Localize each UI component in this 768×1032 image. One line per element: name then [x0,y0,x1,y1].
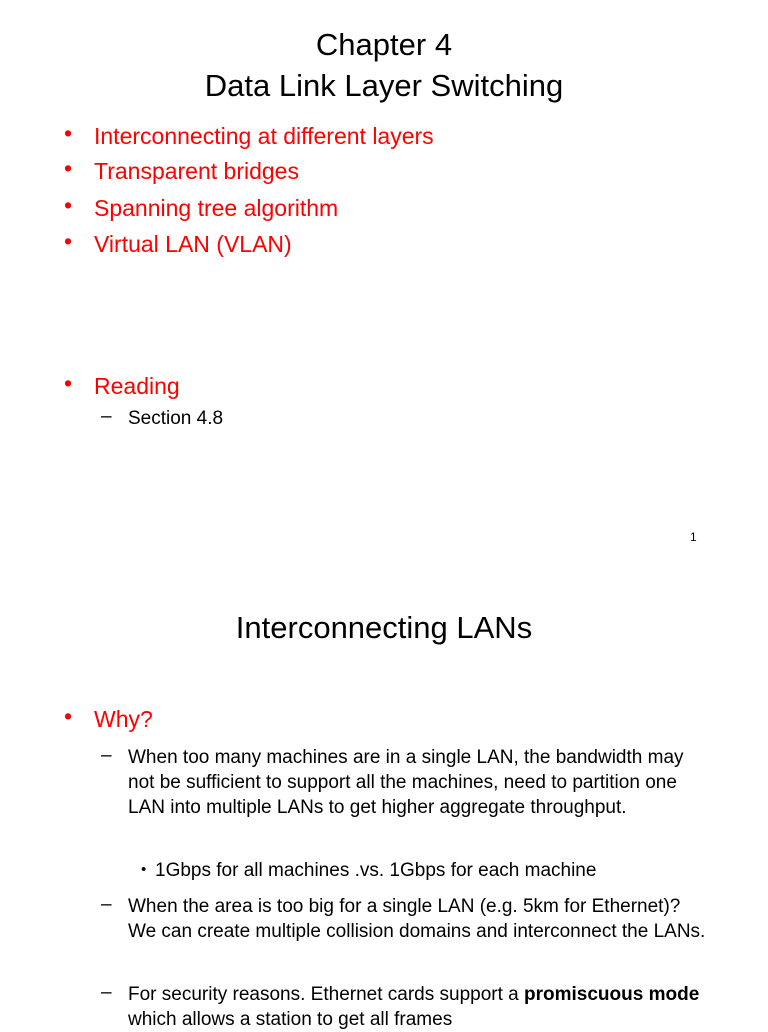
sub-item [101,745,711,820]
promiscuous-mode-term: promiscuous mode [524,984,700,1005]
reading-label: Reading [94,373,180,399]
sub-item-text: When the area is too big for a single LAN (e.g. 5km for Ethernet)? We can create multiple collision domains and interconnect the LANs. [128,896,706,942]
slide-1-title-line-1: Chapter 4 [315,27,453,62]
dash-icon: – [101,745,112,766]
sub-item-text [128,982,711,1032]
page-number: 1 [690,530,697,544]
reading-section: Section 4.8 [128,408,224,429]
bullet-dot-icon: • [141,861,147,878]
bullet-dot-icon: • [64,370,73,396]
dash-icon: – [101,894,112,915]
dash-icon: – [101,406,112,427]
why-label: Why? [94,706,153,732]
bullet-dot-icon: • [64,192,73,218]
sub-item-text-rest: which allows a station to get all frames [128,1009,453,1030]
bullet-dot-icon: • [64,120,73,146]
bullet-dot-icon: • [64,155,73,181]
bullet-text: Transparent bridges [94,158,299,184]
slide-1-title-line-2: Data Link Layer Switching [204,68,564,103]
dash-icon: – [101,982,112,1003]
slide-2-title: Interconnecting LANs [235,610,533,645]
bullet-text: Virtual LAN (VLAN) [94,231,292,257]
bullet-text: Spanning tree algorithm [94,195,339,221]
sub-item-text: When too many machines are in a single LAN, the bandwidth may not be sufficient to support all the machines, need to partition one LAN into multiple LANs to get higher aggregate throughput. [128,747,684,818]
sub-item-reading [101,406,711,431]
sub-item-text-start: For security reasons. Ethernet cards support a [128,984,519,1005]
sub-item [101,894,711,944]
bullet-text: Interconnecting at different layers [94,123,434,149]
slide-2 [0,560,768,1030]
subsub-item-text: 1Gbps for all machines .vs. 1Gbps for each machine [155,860,597,881]
bullet-dot-icon: • [64,228,73,254]
bullet-dot-icon: • [64,703,73,729]
sub-item [101,982,711,1032]
